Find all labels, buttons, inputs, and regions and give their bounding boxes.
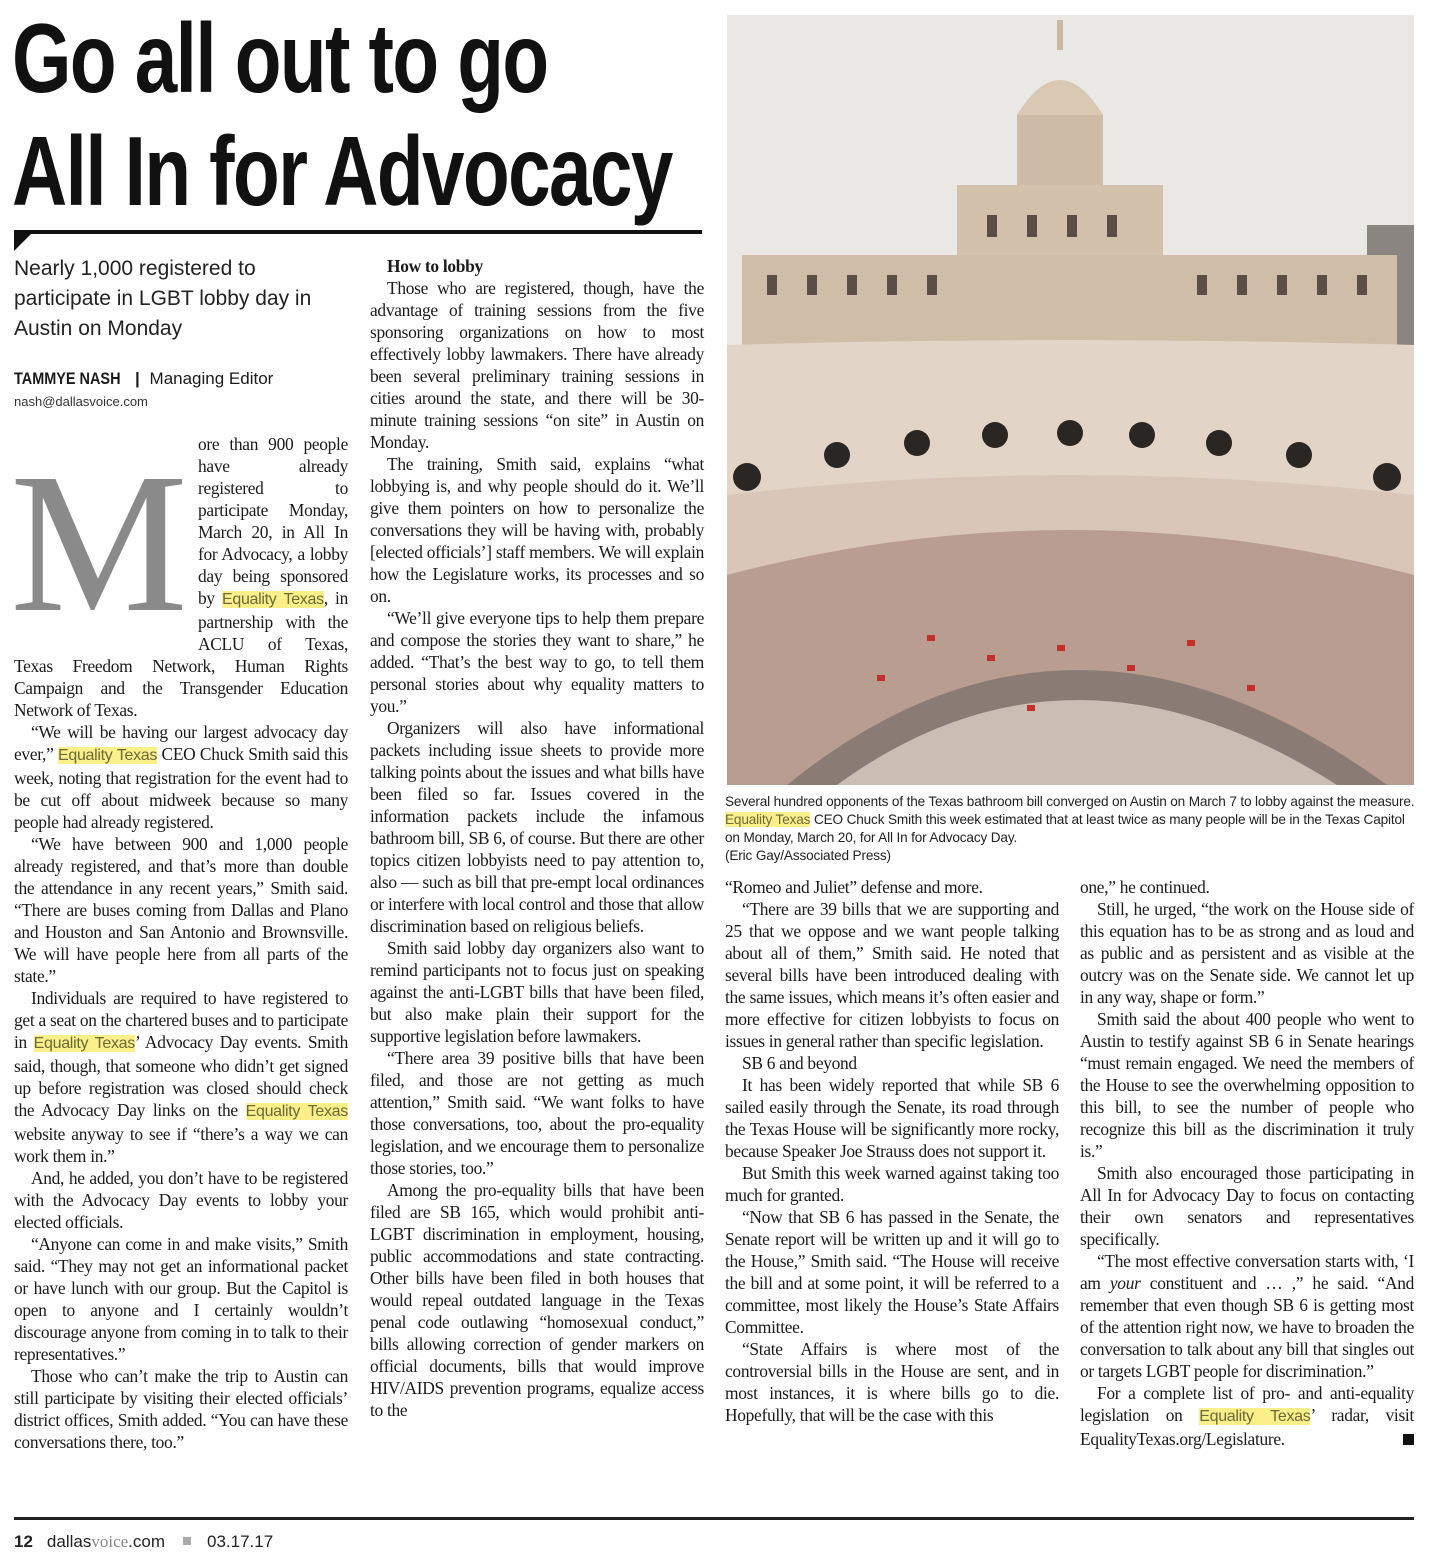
paragraph: [725, 1052, 1059, 1074]
paragraph: [14, 1167, 348, 1233]
deck: Nearly 1,000 registered to participate in LGBT lobby day in Austin on Monday: [14, 257, 312, 340]
subhead-how-to-lobby: How to lobby: [387, 256, 483, 276]
highlighted-text: Equality Texas: [57, 747, 158, 764]
paragraph: [14, 721, 348, 833]
byline: [14, 368, 273, 390]
highlighted-text: Equality Texas: [1199, 1408, 1311, 1425]
lead-paragraph: [10, 433, 348, 721]
paragraph: [1080, 1162, 1414, 1250]
paragraph: [1080, 1008, 1414, 1162]
text-run: It has been widely reported that while SB 6 sailed easily through the Senate, its road through the Texas House will be significantly more rocky, because Speaker Joe Strauss does not support it.: [725, 1075, 1059, 1161]
text-run: Among the pro-equality bills that have been filed are SB 165, which would prohibit anti-LGBT discrimination in employment, housing, public accommodations and state contracting. Other bills have been filed in both houses that would repeal outdated language in the Texas penal code outlawing “homosexual conduct,” bills allowing correction of gender markers on official documents, bills that would improve HIV/AIDS prevention programs, equalize access to the: [370, 1180, 704, 1420]
highlighted-text: Equality Texas: [33, 1035, 135, 1052]
paragraph: [370, 277, 704, 453]
text-run: “We will be having our largest advocacy day ever,”: [14, 722, 348, 764]
text-run: CEO Chuck Smith this week estimated that at least twice as many people will be in the Texas Capitol on Monday, March 20, for All In for Advocacy Day.: [725, 812, 1405, 845]
paragraph: [14, 1365, 348, 1453]
headline-line-1: Go all out to go: [12, 3, 548, 113]
photo-illustration: [727, 15, 1414, 785]
paragraph: [1080, 898, 1414, 1008]
text-run: website anyway to see if “there’s a way we can work them in.”: [14, 1124, 348, 1166]
text-run: And, he added, you don’t have to be registered with the Advocacy Day events to lobby your elected officials.: [14, 1168, 348, 1232]
highlighted-text: Equality Texas: [245, 1103, 348, 1120]
photo-caption: [725, 793, 1415, 865]
text-run: “Now that SB 6 has passed in the Senate, the Senate report will be written up and it will go to the House,” Smith said. “The House will receive the bill and at some point, it will be referred to a committee, most likely the House’s State Affairs Committee.: [725, 1207, 1059, 1337]
text-run: Smith said lobby day organizers also want to remind participants not to focus just on speaking against the anti-LGBT bills that have been filed, but also make plain their support for the supportive legislation before lawmakers.: [370, 938, 704, 1046]
paragraph: [370, 937, 704, 1047]
text-run: Individuals are required to have registered to get a seat on the chartered buses and to participate in: [14, 988, 348, 1052]
text-run: Several hundred opponents of the Texas bathroom bill converged on Austin on March 7 to lobby against the measure.: [725, 794, 1415, 809]
paragraph: [370, 453, 704, 607]
author-title: Managing Editor: [149, 369, 274, 388]
article-column-3: [725, 876, 1059, 1426]
article-column-1: [10, 433, 348, 1453]
paragraph: [1080, 876, 1414, 898]
paragraph: [725, 1206, 1059, 1338]
paragraph: [370, 717, 704, 937]
emphasis-text: your: [1109, 1273, 1141, 1293]
text-run: Still, he urged, “the work on the House side of this equation has to be as strong and as loud and as public and as persistent and as visible at the outcry was on the Senate side. We cannot let up in any way, shape or form.”: [1080, 899, 1414, 1007]
text-run: CEO Chuck Smith said this week, noting that registration for the event had to be cut off about midweek because so many people had already registered.: [14, 744, 348, 832]
author-name: TAMMYE NASH: [14, 369, 121, 388]
highlighted-text: Equality Texas: [221, 591, 324, 608]
page-footer: [14, 1532, 273, 1552]
text-run: ’ Advocacy Day events. Smith said, though, that someone who didn’t get signed up before registration was closed should check the Advocacy Day links on the: [14, 1032, 348, 1120]
article-column-4: [1080, 876, 1414, 1450]
text-run: “State Affairs is where most of the controversial bills in the House are sent, and in most instances, it is where bills go to die. Hopefully, that will be the case with this: [725, 1339, 1059, 1425]
paragraph: [370, 607, 704, 717]
text-run: “There are 39 bills that we are supporting and 25 that we oppose and we want people talking about all of them,” Smith said. He noted that several bills have been introduced dealing with the same issues, which means it’s often easier and more effective for citizen lobbyists to focus on issues in general rather than specific legislation.: [725, 899, 1059, 1051]
paragraph: [14, 987, 348, 1167]
text-run: ’ radar, visit EqualityTexas.org/Legislature.: [1080, 1405, 1414, 1449]
text-run: “Romeo and Juliet” defense and more.: [725, 877, 983, 897]
paragraph: [725, 1074, 1059, 1162]
text-run: “We’ll give everyone tips to help them prepare and compose the stories they want to share,” he added. “That’s the best way to go, to tell them personal stories about why equality matters to you.”: [370, 608, 704, 716]
capitol-rotunda-photo: [727, 15, 1414, 785]
text-run: constituent and … ,” he said. “And remember that even though SB 6 is getting most of the attention right now, we have to broaden the conversation to talk about any bill that singles out or targets LGBT people for discrimination.”: [1080, 1273, 1414, 1381]
text-run: SB 6 and beyond: [742, 1053, 857, 1073]
page-number: 12: [14, 1532, 33, 1551]
photo-credit: (Eric Gay/Associated Press): [725, 848, 891, 863]
paragraph: [370, 1179, 704, 1421]
end-of-story-mark: [1403, 1434, 1414, 1445]
site-name-a: dallas: [46, 1532, 92, 1551]
text-run: “We have between 900 and 1,000 people already registered, and that’s more than double the attendance in any recent years,” Smith said. “There are buses coming from Dallas and Plano and Houston and San Antonio and Brownsville. We will have people here from all parts of the state.”: [14, 834, 348, 986]
text-run: The training, Smith said, explains “what lobbying is, and why people should do it. We’ll give them pointers on how to personalize the conversations they will be having with, probably [elected officials’] staff members. We will explain how the Legislature works, its processes and so on.: [370, 454, 704, 606]
footer-rule: [14, 1517, 1414, 1520]
text-run: “The most effective conversation starts with, ‘I am: [1080, 1251, 1414, 1293]
text-run: ore than 900 people have already registered to participate Monday, March 20, in All In for Advocacy, a lobby day being sponsored by: [198, 434, 348, 608]
headline: [12, 2, 672, 228]
article-column-2: [370, 255, 704, 1421]
headline-rule-wedge: [14, 233, 32, 251]
text-run: , in partnership with the ACLU of Texas, Texas Freedom Network, Human Rights Campaign and the Transgender Education Network of Texas.: [14, 588, 348, 720]
text-run: Smith also encouraged those participating in All In for Advocacy Day to focus on contacting their own senators and representatives specifically.: [1080, 1163, 1414, 1249]
site-name-c: .com: [128, 1532, 166, 1551]
text-run: one,” he continued.: [1080, 877, 1210, 897]
text-run: Those who can’t make the trip to Austin can still participate by visiting their elected officials’ district offices, Smith added. “You can have these conversations there, too.”: [14, 1366, 348, 1452]
text-run: Those who are registered, though, have the advantage of training sessions from the five sponsoring organizations on how to most effectively lobby lawmakers. There have already been several preliminary training sessions in cities around the state, and there will be 30-minute training sessions “on site” in Austin on Monday.: [370, 278, 704, 452]
headline-rule: [14, 230, 702, 234]
paragraph: [1080, 1382, 1414, 1450]
paragraph: [14, 833, 348, 987]
text-run: Organizers will also have informational packets including issue sheets to provide more talking points about the issues and what bills have been filed so far. Issues covered in the information packets include the infamous bathroom bill, SB 6, of course. But there are other topics citizen lobbyists need to pay attention to, also — such as bill that pre-empt local ordinances or interfere with local control and those that allow discrimination based on religious beliefs.: [370, 718, 704, 936]
caption-text: [725, 793, 1415, 847]
highlighted-text: Equality Texas: [725, 812, 811, 827]
paragraph: [725, 898, 1059, 1052]
issue-date: 03.17.17: [207, 1532, 274, 1551]
text-run: But Smith this week warned against taking too much for granted.: [725, 1163, 1059, 1205]
drop-cap-box: [10, 433, 190, 655]
text-run: Smith said the about 400 people who went to Austin to testify against SB 6 in Senate hearings “must remain engaged. We need the members of the House to see the overwhelming opposition to this bill, to see the number of people who recognize this bill as the discrimination it truly is.”: [1080, 1009, 1414, 1161]
paragraph: [725, 876, 1059, 898]
author-email[interactable]: nash@dallasvoice.com: [14, 394, 148, 409]
paragraph: [725, 1338, 1059, 1426]
drop-cap: M: [10, 433, 188, 654]
text-run: “There area 39 positive bills that have been filed, and those are not getting as much attention,” Smith said. “We want folks to have those conversations, too, about the pro-equality legislation, and we encourage them to personalize those stories, too.”: [370, 1048, 704, 1178]
text-run: “Anyone can come in and make visits,” Smith said. “They may not get an informational packet or have lunch with our group. But the Capitol is open to anyone and I certainly wouldn’t discourage anyone from coming in to talk to their representatives.”: [14, 1234, 348, 1364]
paragraph: [370, 1047, 704, 1179]
paragraph: [1080, 1250, 1414, 1382]
headline-line-2: All In for Advocacy: [12, 116, 672, 226]
byline-separator: |: [135, 369, 140, 388]
paragraph: [14, 1233, 348, 1365]
paragraph: [725, 1162, 1059, 1206]
site-name-b: voice: [91, 1532, 129, 1551]
text-run: For a complete list of pro- and anti-equality legislation on: [1080, 1383, 1414, 1425]
footer-separator: [183, 1537, 191, 1545]
